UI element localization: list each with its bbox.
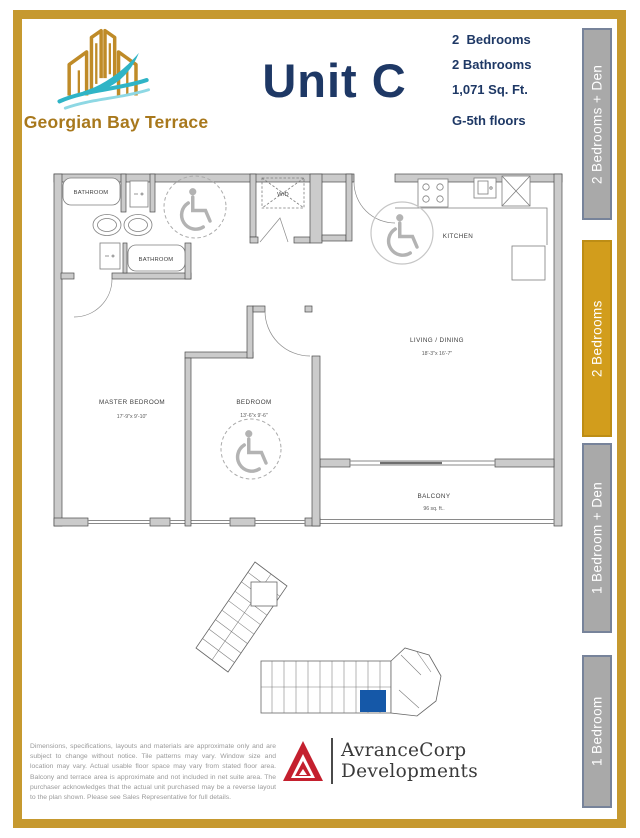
spec-bathrooms: 2 Bathrooms <box>452 57 532 72</box>
spec-sqft: 1,071 Sq. Ft. <box>452 82 528 97</box>
spec-bedrooms: 2 Bedrooms <box>452 32 531 47</box>
floor-plan <box>50 166 572 540</box>
room-label-bedroom: BEDROOM <box>236 399 272 406</box>
room-dim-living-dining: 18'-3"x 16'-7" <box>421 351 453 357</box>
disclaimer-text: Dimensions, specifications, layouts and materials are approximate only and are subject to change without notice. Tile patterns may vary. Window size and location may vary. Actual usable floor space may vary from stated floor area. Balcony and terrace area is approximate and not included in net suite area. The purchaser acknowledges that the actual unit purchased may be a reverse layout to the plan shown. Please see Sales Representative for full details. <box>30 743 276 801</box>
brand-name: Georgian Bay Terrace <box>23 112 209 132</box>
room-label-bathroom1: BATHROOM <box>73 190 109 196</box>
room-label-balcony: BALCONY <box>417 493 451 500</box>
room-dim-bedroom: 13'-6"x 9'-6" <box>240 413 268 419</box>
key-plan-highlighted-unit <box>360 690 386 712</box>
room-label-master-bedroom: MASTER BEDROOM <box>98 399 166 406</box>
developer-name-line2: Developments <box>341 761 479 782</box>
brand-logo-icon <box>42 20 168 112</box>
plan-windows <box>88 459 554 524</box>
accessibility-icon <box>371 202 433 264</box>
spec-floors: G-5th floors <box>452 113 526 128</box>
tab-1-bedroom[interactable]: 1 Bedroom <box>582 655 612 808</box>
developer-logo-block <box>283 738 478 784</box>
tab-1-bedroom-den[interactable]: 1 Bedroom + Den <box>582 443 612 633</box>
room-dim-master-bedroom: 17'-9"x 9'-10" <box>116 414 148 420</box>
developer-name-line1: AvranceCorp <box>341 739 467 761</box>
kitchen-fixtures <box>395 176 547 280</box>
unit-specs <box>452 32 531 138</box>
accessibility-icon <box>221 419 281 479</box>
room-label-living-dining: LIVING / DINING <box>410 337 464 344</box>
room-label-kitchen: KITCHEN <box>442 233 474 240</box>
developer-logo-divider <box>331 738 333 784</box>
developer-logo-icon <box>283 739 323 783</box>
room-dim-balcony: 96 sq. ft.. <box>423 506 445 512</box>
key-plan-angled-wing <box>196 562 287 672</box>
tab-2-bedrooms-den[interactable]: 2 Bedrooms + Den <box>582 28 612 220</box>
unit-title: Unit C <box>262 54 407 107</box>
key-plan <box>193 560 445 728</box>
tab-2-bedrooms[interactable]: 2 Bedrooms <box>582 240 612 437</box>
room-label-bathroom2: BATHROOM <box>138 257 174 263</box>
key-plan-horizontal-wing <box>261 648 441 716</box>
accessibility-icon <box>164 176 226 238</box>
developer-name <box>341 740 478 783</box>
room-label-laundry: W/D <box>277 192 289 198</box>
